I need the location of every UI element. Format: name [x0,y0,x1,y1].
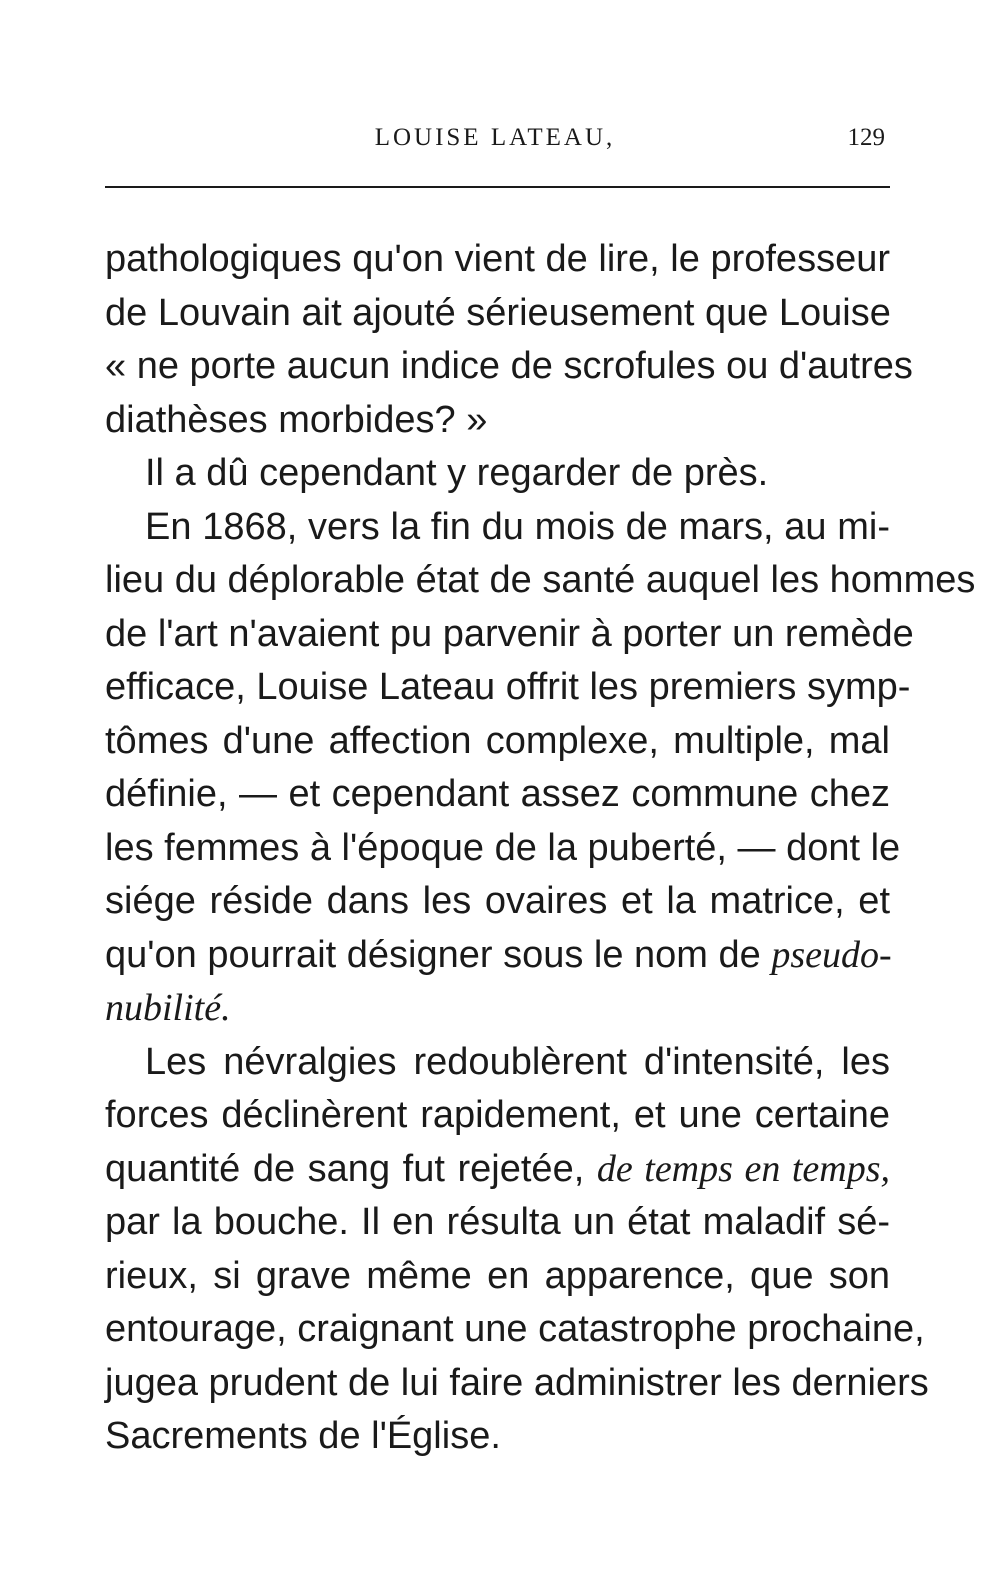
page-number: 129 [847,124,885,151]
text-line: pathologiques qu'on vient de lire, le professeur [105,238,890,280]
text-line: Les névralgies redoublèrent d'intensité, les [145,1040,890,1083]
italic-fragment: de temps en temps, [596,1147,890,1190]
text-line: Sacrements de l'Église. [105,1415,501,1457]
text-fragment: quantité de sang fut rejetée, [105,1147,585,1190]
text-line: « ne porte aucun indice de scrofules ou d'autres [105,345,913,387]
text-line: les femmes à l'époque de la puberté, — dont le [105,826,901,869]
body-text [105,233,976,1464]
running-title: LOUISE LATEAU, [374,124,616,151]
text-line: de Louvain ait ajouté sérieusement que Louise [105,291,891,334]
text-line-mixed [105,1143,890,1197]
text-line: entourage, craignant une catastrophe prochaine, [105,1308,925,1350]
running-head [105,118,885,158]
text-line: En 1868, vers la fin du mois de mars, au mi- [145,505,890,548]
text-line: de l'art n'avaient pu parvenir à porter un remède [105,612,914,655]
italic-fragment: pseudo- [771,933,892,976]
text-line: par la bouche. Il en résulta un état maladif sé- [105,1201,890,1243]
text-line: rieux, si grave même en apparence, que son [105,1254,890,1297]
italic-line: nubilité. [105,987,231,1029]
text-line: Il a dû cependant y regarder de près. [145,452,769,494]
text-line: définie, — et cependant assez commune chez [105,773,890,815]
text-line: efficace, Louise Lateau offrit les premiers symp- [105,666,911,708]
text-line: siége réside dans les ovaires et la matrice, et [105,880,890,922]
text-line-mixed [105,929,890,983]
header-rule [105,186,890,188]
text-line: lieu du déplorable état de santé auquel les hommes [105,559,976,601]
text-line: tômes d'une affection complexe, multiple, mal [105,719,890,762]
text-line: diathèses morbides? » [105,398,488,441]
text-line: jugea prudent de lui faire administrer les derniers [105,1361,929,1404]
text-line: forces déclinèrent rapidement, et une certaine [105,1094,890,1136]
text-fragment: qu'on pourrait désigner sous le nom de [105,933,761,976]
